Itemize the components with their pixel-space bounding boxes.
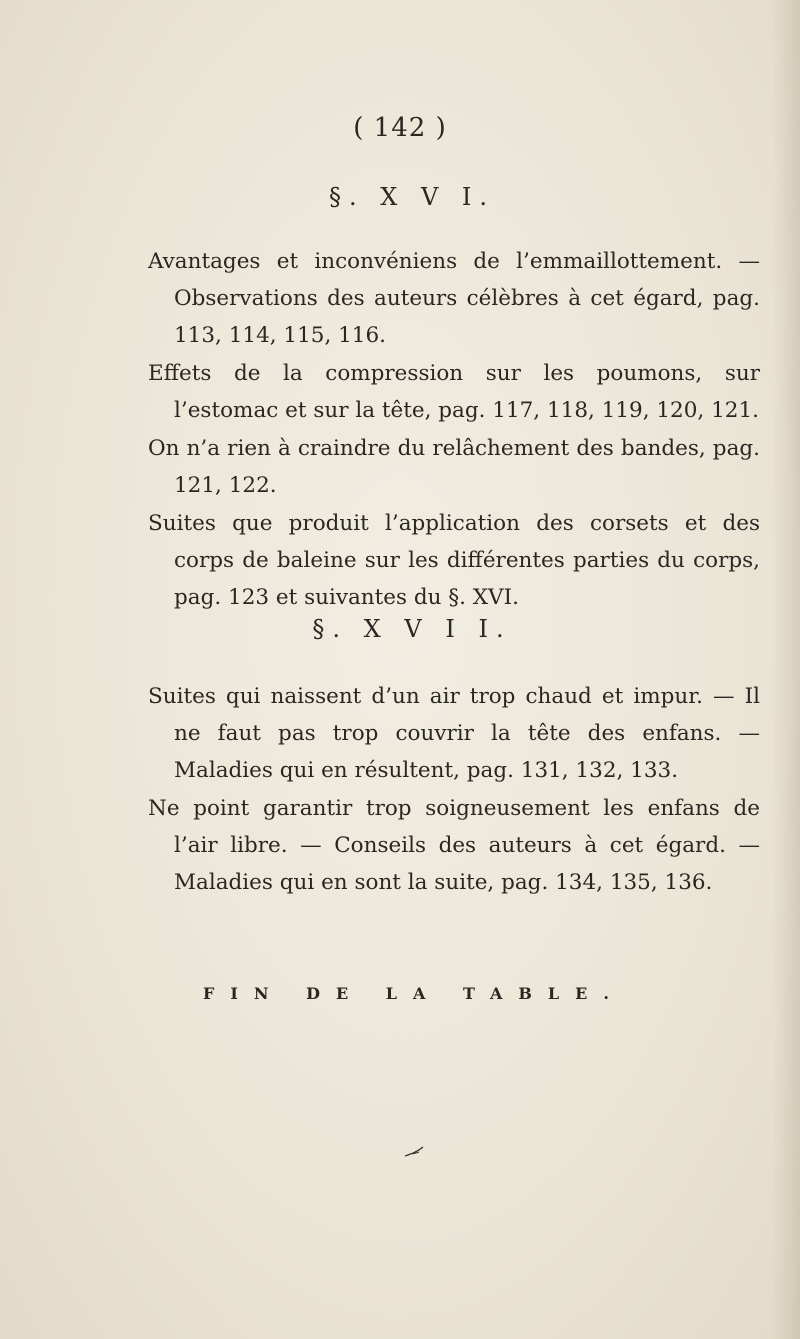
toc-entry: Suites qui naissent d’un air trop chaud et impur. — Il ne faut pas trop couvrir la tête des enfans. — Maladies qui en résultent, pag. 131, 132, 133. xyxy=(148,684,760,783)
toc-entry: Avantages et inconvéniens de l’emmaillottement. — Observations des auteurs célèbres à cet égard, pag. 113, 114, 115, 116. xyxy=(148,249,760,348)
toc-entry: Ne point garantir trop soigneusement les enfans de l’air libre. — Conseils des auteurs à cet égard. — Maladies qui en sont la suite, pag. 134, 135, 136. xyxy=(148,796,760,895)
page-number: ( 142 ) xyxy=(353,113,447,143)
end-of-table-line: FIN DE LA TABLE. xyxy=(203,984,625,1003)
toc-entry: On n’a rien à craindre du relâchement des bandes, pag. 121, 122. xyxy=(148,436,760,498)
section-16-entries xyxy=(148,243,760,617)
section-heading-16: §. X V I. xyxy=(328,183,496,211)
toc-entry: Suites que produit l’application des corsets et des corps de baleine sur les différentes parties du corps, pag. 123 et suivantes du §. XVI. xyxy=(148,511,760,610)
toc-entry: Effets de la compression sur les poumons, sur l’estomac et sur la tête, pag. 117, 118, 119, 120, 121. xyxy=(148,361,760,423)
ink-mark-ornament xyxy=(403,1145,427,1159)
section-17-entries xyxy=(148,678,760,902)
section-heading-17: §. X V I I. xyxy=(312,615,512,643)
